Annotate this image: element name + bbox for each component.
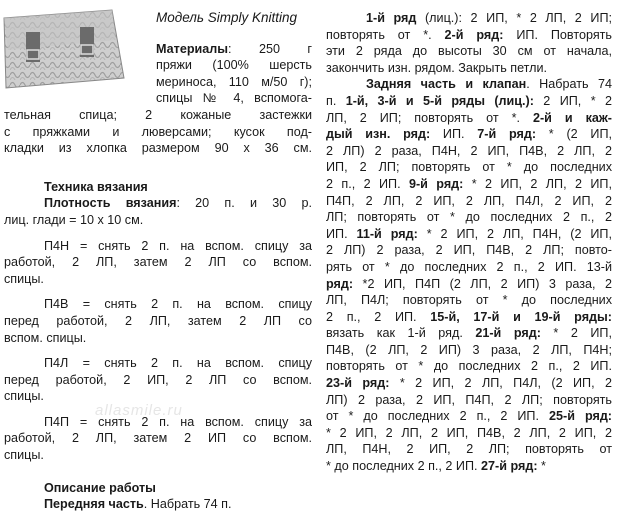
instruction-line: ЛП, П4Л; повторять от * до последних [326, 293, 612, 308]
technique-heading: Техника вязания [44, 179, 148, 194]
instruction-line: 23-й ряд: * 2 ИП, 2 ЛП, П4Л, (2 ИП, 2 [326, 376, 612, 391]
instruction-line: П4В, (2 ЛП, 2 ИП) 3 раза, 2 ЛП, П4Н; [326, 342, 612, 357]
instruction-line: ЛП, П4Н, 2 ИП, 2 ЛП; повторять от [326, 442, 612, 457]
instruction-line: ЛП, 2 ИП; повторять от *. 2-й и каж- [326, 110, 612, 125]
p4v-line: П4В = снять 2 п. на вспом. спицу [44, 297, 312, 312]
instruction-line: 2 п., 2 ИП. 15-й, 17-й и 19-й ряды: [326, 309, 612, 324]
work-heading: Описание работы [44, 480, 156, 495]
instruction-line: ЛП) 2 раза, 2 ИП, П4П, 2 ЛП; повторять [326, 392, 612, 407]
instruction-line: дый изн. ряд: ИП. 7-й ряд: * (2 ИП, [326, 127, 612, 142]
p4p-line: П4П = снять 2 п. на вспом. спицу за [44, 414, 312, 429]
instruction-line: 2 п., 2 ИП. 9-й ряд: * 2 ИП, 2 ЛП, 2 ИП, [326, 176, 612, 191]
back-part-heading: Задняя часть и клапан [366, 77, 527, 92]
rows-instructions [326, 93, 612, 475]
p4n-line: П4Н = снять 2 п. на вспом. спицу за [44, 238, 312, 253]
instruction-line: п. 1-й, 3-й и 5-й ряды (лиц.): 2 ИП, * 2 [326, 93, 612, 108]
instruction-line: ЛП; повторять от * до последних 2 п., 2 [326, 210, 612, 225]
watermark-text: allasmile.ru [95, 402, 183, 419]
right-column: 1-й ряд (лиц.): 2 ИП, * 2 ЛП, 2 ИП; повторять от *. 2-й ряд: ИП. Повторять эти 2 ряда до высоты 30 см от начала, закончить изн. рядом. Закрыть петли. Задняя часть и клапан. Набрать 74 п. 1-й, 3-й и 5-й ряды (лиц.): 2 ИП, * 2 ЛП, 2 ИП; повторять от *. 2-й и каж- дый изн. ряд: ИП. 7-й ряд: * (2 ИП, 2 ЛП) 2 раза, П4Н, 2 ИП, П4В, 2 ЛП, 2 ИП, 2 ЛП; повторять от * до последних 2 п., 2 ИП. 9-й ряд: * 2 ИП, 2 ЛП, 2 ИП, П4П, 2 ЛП, 2 ИП, 2 ЛП, П4Л, 2 ИП, 2 ЛП; повторять от * до последних 2 п., 2 ИП. 11-й ряд: * 2 ИП, 2 ЛП, П4Н, (2 ИП, 2 ЛП) 2 раза, 2 ИП, П4В, 2 ЛП; повто- рять от * до последних 2 п., 2 ИП. 13-й ряд: *2 ИП, П4П (2 ЛП, 2 ИП) 3 раза, 2 ЛП, П4Л; повторять от * до последних 2 п., 2 ИП. 15-й, 17-й и 19-й ряды: вязать как 1-й ряд. 21-й ряд: * 2 ИП, П4В, (2 ЛП, 2 ИП) 3 раза, 2 ЛП, П4Н; повторять от * до последних 2 п., 2 ИП. 23-й ряд: * 2 ИП, 2 ЛП, П4Л, (2 ИП, 2 ЛП) 2 раза, 2 ИП, П4П, 2 ЛП; повторять от * до последних 2 п., 2 ИП. 25-й ряд: * 2 ИП, 2 ЛП, 2 ИП, П4В, 2 ЛП, 2 ИП, 2 ЛП, П4Н, 2 ИП, 2 ЛП; повторять от * до последних 2 п., 2 ИП. 27-й ряд: * [326, 11, 613, 474]
instruction-line: от * до последних 2 п., 2 ИП. 25-й ряд: [326, 409, 613, 424]
instruction-line: * 2 ИП, 2 ЛП, 2 ИП, П4В, 2 ЛП, 2 ИП, 2 [326, 425, 612, 440]
instruction-line: повторять от * до последних 2 п., 2 ИП. [326, 359, 612, 374]
model-title: Модель Simply Knitting [156, 10, 298, 25]
instruction-line: 2 ЛП) 2 раза, П4Н, 2 ИП, П4В, 2 ЛП, 2 [326, 143, 612, 158]
instruction-line: рять от * до последних 2 п., 2 ИП. 13-й [326, 259, 612, 274]
instruction-line: ИП. 11-й ряд: * 2 ИП, 2 ЛП, П4Н, (2 ИП, [326, 226, 612, 241]
instruction-line: ряд: *2 ИП, П4П (2 ЛП, 2 ИП) 3 раза, 2 [326, 276, 612, 291]
instruction-line: вязать как 1-й ряд. 21-й ряд: * 2 ИП, [326, 326, 612, 341]
left-column: Модель Simply Knitting Материалы: 250 г пряжи (100% шерсть мериноса, 110 м/50 г); спицы № 4, вспомога- тельная спица; 2 кожаные застежки с пряжками и люверсами; кусок под- кладки из хлопка размером 90 х 36 см. Техника вязания Плотность вязания: 20 п. и 30 р. лиц. глади = 10 х 10 см. П4Н = снять 2 п. на вспом. спицу за работой, 2 ЛП, затем 2 ЛП со вспом. спицы. П4В = снять 2 п. на вспом. спицу перед работой, 2 ЛП, затем 2 ЛП со вспом. спицы. П4Л = снять 2 п. на вспом. спицу перед работой, 2 ИП, 2 ЛП со вспом. спицы. П4П = снять 2 п. на вспом. спицу за работой, 2 ЛП, затем 2 ИП со вспом. спицы. Описание работы Передняя часть. Набрать 74 п. [4, 10, 312, 512]
instruction-line: П4П, 2 ЛП, 2 ИП, 2 ЛП, П4Л, 2 ИП, 2 [326, 193, 612, 208]
instruction-line: 2 ЛП) 2 раза, 2 ИП, П4В, 2 ЛП; повто- [326, 243, 612, 258]
front-part-label: Передняя часть [44, 497, 144, 512]
instruction-line: * до последних 2 п., 2 ИП. 27-й ряд: * [326, 459, 546, 474]
materials-label: Материалы [156, 41, 229, 56]
density-label: Плотность вязания [44, 196, 177, 211]
materials-block: Материалы: 250 г [156, 41, 312, 56]
row-1-text: 1-й ряд (лиц.): 2 ИП, * 2 ЛП, 2 ИП; [366, 11, 612, 25]
p4l-line: П4Л = снять 2 п. на вспом. спицу [44, 356, 312, 371]
instruction-line: ИП, 2 ЛП; повторять от * до последних [326, 160, 612, 175]
